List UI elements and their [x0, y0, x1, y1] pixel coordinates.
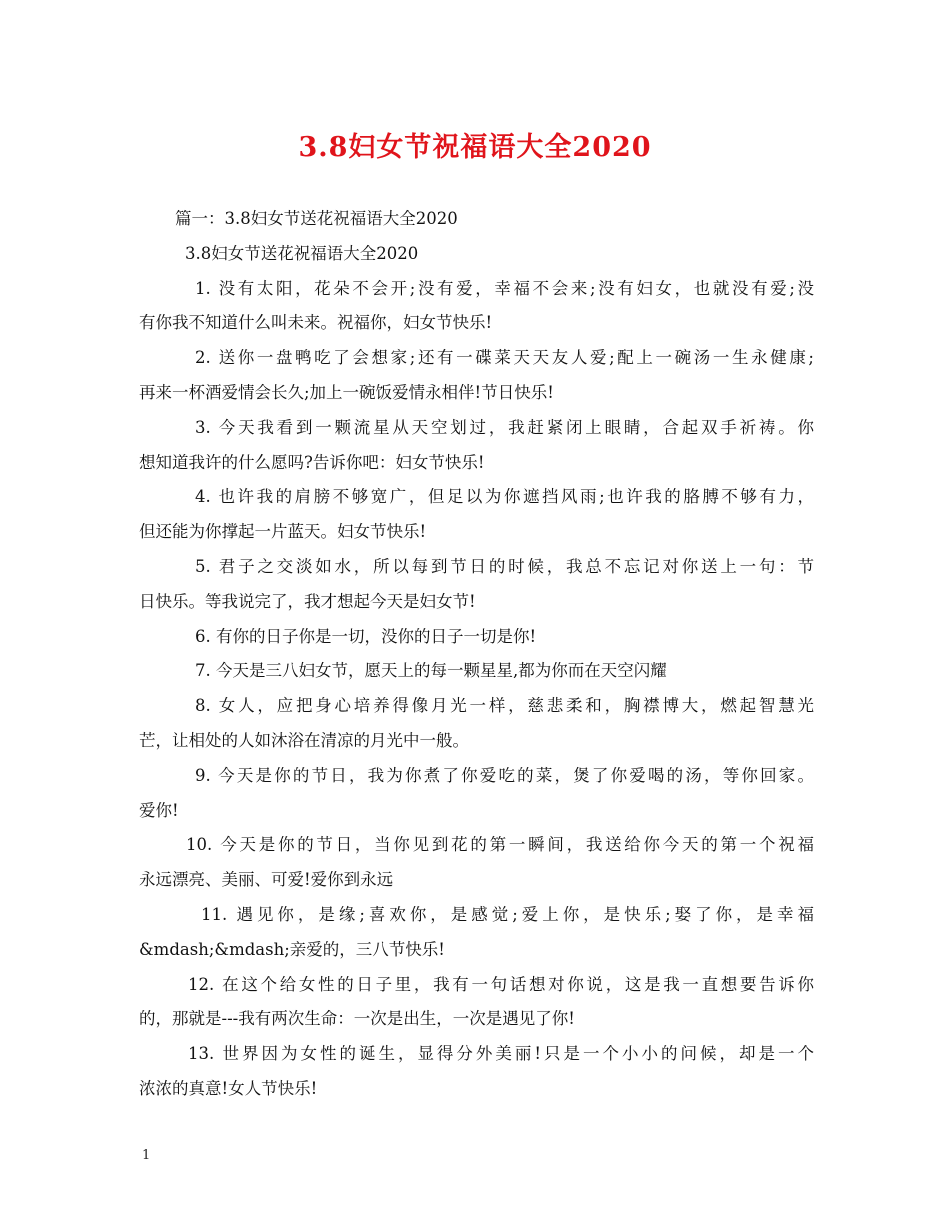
text-line: 2. 送你一盘鸭吃了会想家;还有一碟菜天天友人爱;配上一碗汤一生永健康;: [195, 348, 814, 368]
text-line: 日快乐。等我说完了，我才想起今天是妇女节!: [139, 591, 476, 611]
text-line: 篇一：3.8妇女节送花祝福语大全2020: [175, 209, 458, 228]
text-line: 8. 女人，应把身心培养得像月光一样，慈悲柔和，胸襟博大，燃起智慧光: [195, 696, 814, 716]
text-line: 爱你!: [139, 800, 179, 820]
text-line: 6. 有你的日子你是一切，没你的日子一切是你!: [195, 626, 537, 646]
text-line: 想知道我许的什么愿吗?告诉你吧：妇女节快乐!: [139, 452, 485, 472]
text-line: 浓浓的真意!女人节快乐!: [139, 1078, 318, 1098]
document-body: [139, 202, 814, 1107]
text-line: 芒，让相处的人如沐浴在清凉的月光中一般。: [139, 730, 469, 750]
text-line: 的，那就是---我有两次生命：一次是出生，一次是遇见了你!: [139, 1009, 575, 1029]
text-line: 再来一杯酒爱情会长久;加上一碗饭爱情永相伴!节日快乐!: [139, 382, 554, 402]
text-line: 4. 也许我的肩膀不够宽广，但足以为你遮挡风雨;也许我的胳膊不够有力，: [195, 487, 814, 507]
text-line: 永远漂亮、美丽、可爱!爱你到永远: [139, 870, 394, 890]
text-line: 但还能为你撑起一片蓝天。妇女节快乐!: [139, 522, 427, 542]
text-line: 13. 世界因为女性的诞生，显得分外美丽!只是一个小小的问候，却是一个: [188, 1044, 814, 1064]
text-line: 有你我不知道什么叫未来。祝福你，妇女节快乐!: [139, 313, 493, 333]
text-line: 5. 君子之交淡如水，所以每到节日的时候，我总不忘记对你送上一句：节: [195, 556, 814, 576]
text-line: 12. 在这个给女性的日子里，我有一句话想对你说，这是我一直想要告诉你: [188, 974, 814, 994]
text-line: &mdash;&mdash;亲爱的，三八节快乐!: [139, 939, 445, 959]
page-number: 1: [142, 1148, 151, 1163]
document-title: 3.8妇女节祝福语大全2020: [298, 132, 652, 163]
text-line: 7. 今天是三八妇女节，愿天上的每一颗星星,都为你而在天空闪耀: [195, 661, 667, 681]
text-line: 1. 没有太阳，花朵不会开;没有爱，幸福不会来;没有妇女，也就没有爱;没: [195, 278, 814, 298]
text-line: 3. 今天我看到一颗流星从天空划过，我赶紧闭上眼睛，合起双手祈祷。你: [195, 417, 814, 437]
text-line: 11. 遇见你，是缘;喜欢你，是感觉;爱上你，是快乐;娶了你，是幸福: [201, 904, 814, 924]
text-line: 3.8妇女节送花祝福语大全2020: [185, 243, 419, 263]
text-line: 10. 今天是你的节日，当你见到花的第一瞬间，我送给你今天的第一个祝福: [186, 835, 814, 855]
text-line: 9. 今天是你的节日，我为你煮了你爱吃的菜，煲了你爱喝的汤，等你回家。: [195, 765, 814, 785]
